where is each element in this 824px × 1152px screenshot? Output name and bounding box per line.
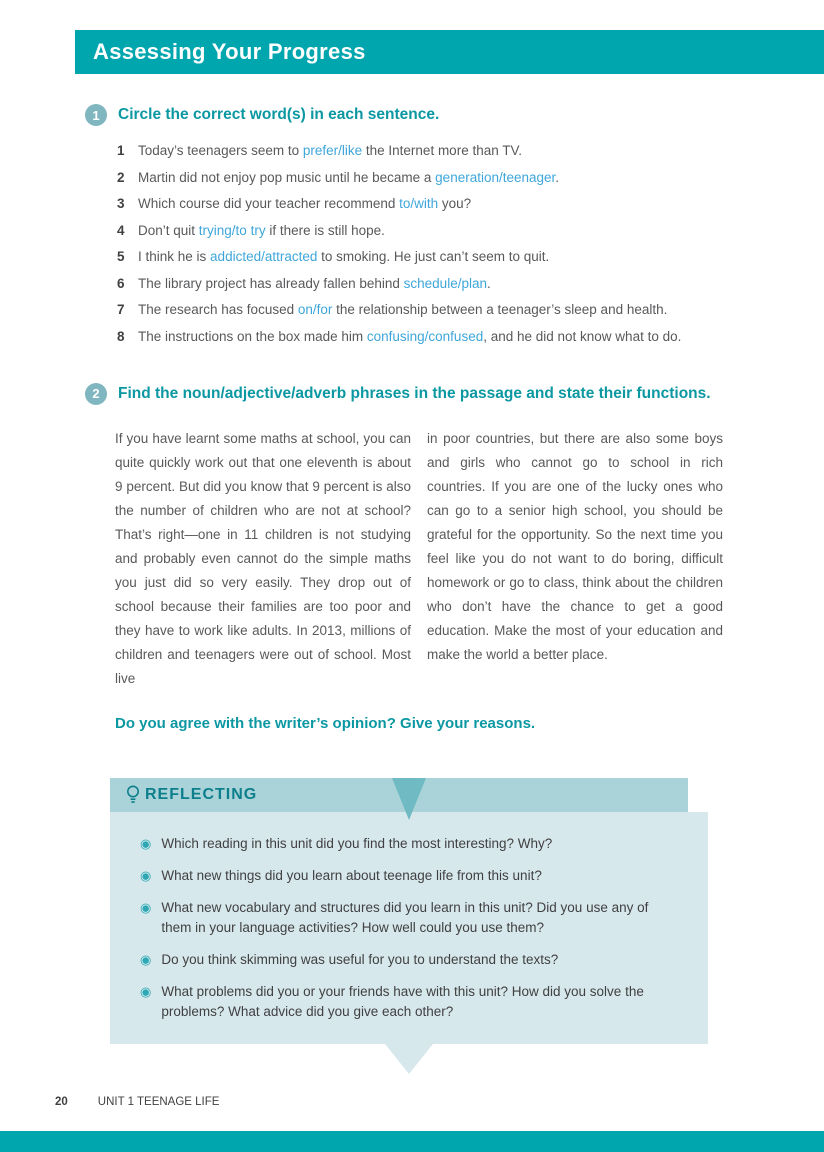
reflecting-item <box>140 898 682 938</box>
sentence-text: The research has focused on/for the relationship between a teenager’s sleep and health. <box>138 302 668 317</box>
choice-words: generation/teenager <box>435 169 556 185</box>
choice-words: on/for <box>297 302 333 317</box>
bullet-icon: ◉ <box>140 835 152 851</box>
page-number: 20 <box>55 1096 68 1108</box>
sentence-item <box>117 328 745 345</box>
reflecting-item <box>140 982 682 1022</box>
reflecting-list <box>110 812 708 1044</box>
reflecting-text: What problems did you or your friends have with this unit? How did you solve the problems? What advice did you give each other? <box>161 983 644 1019</box>
reflecting-text: Do you think skimming was useful for you to understand the texts? <box>161 951 559 967</box>
title-bar <box>75 30 824 74</box>
bullet-icon: ◉ <box>140 867 152 883</box>
bullet-icon: ◉ <box>140 983 152 999</box>
reflecting-text: Which reading in this unit did you find the most interesting? Why? <box>161 835 553 851</box>
unit-label: UNIT 1 TEENAGE LIFE <box>97 1096 220 1108</box>
reflecting-item <box>140 950 682 970</box>
section-2-title: Find the noun/adjective/adverb phrases in the passage and state their functions. <box>118 384 711 402</box>
sentence-number: 7 <box>117 302 125 317</box>
sentence-text: I think he is addicted/attracted to smoking. He just can’t seem to quit. <box>138 249 550 264</box>
sentence-number: 5 <box>117 249 125 264</box>
sentence-item <box>117 301 745 318</box>
reflecting-item <box>140 866 682 886</box>
section-2-header <box>85 383 745 405</box>
sentence-text: Today’s teenagers seem to prefer/like the Internet more than TV. <box>138 143 522 158</box>
section-number-badge: 1 <box>85 104 107 126</box>
book-spine-decoration <box>392 778 426 820</box>
sentence-list <box>117 142 745 345</box>
sentence-item <box>117 169 745 186</box>
sentence-number: 8 <box>117 328 125 344</box>
sentence-item <box>117 195 745 212</box>
passage-column-right: in poor countries, but there are also some boys and girls who cannot go to school in rich countries. If you are one of the lucky ones who can go to a senior high school, you should be grateful for the opportunity. So the next time you feel like you do not want to do boring, difficult homework or go to class, think about the children who don’t have the chance to get a good education. Make the most of your education and make the world a better place. <box>427 430 723 662</box>
discussion-question: Do you agree with the writer’s opinion? Give your reasons. <box>115 714 536 732</box>
sentence-number: 6 <box>117 275 125 291</box>
sentence-item <box>117 248 745 265</box>
reading-passage <box>115 427 745 691</box>
passage-column-left: If you have learnt some maths at school, you can quite quickly work out that one eleventh is about 9 percent. But did you know that 9 percent is also the number of children who are not at school? That’s right—one in 11 children is not studying and probably even cannot do the simple maths you just did so very easily. They drop out of school because their families are too poor and they have to work like adults. In 2013, millions of children and teenagers were out of school. Most live <box>115 430 411 686</box>
sentence-item <box>117 222 745 239</box>
choice-words: confusing/confused <box>366 328 484 344</box>
sentence-text: Martin did not enjoy pop music until he became a generation/teenager. <box>138 169 560 185</box>
sentence-text: Don’t quit trying/to try if there is still hope. <box>138 222 385 238</box>
bullet-icon: ◉ <box>140 951 152 967</box>
sentence-number: 1 <box>117 143 125 158</box>
sentence-number: 4 <box>117 222 125 238</box>
reflecting-item <box>140 834 682 854</box>
bullet-icon: ◉ <box>140 899 152 915</box>
bottom-color-bar <box>0 1131 824 1152</box>
sentence-item <box>117 142 745 159</box>
sentence-number: 3 <box>117 196 125 211</box>
page-title: Assessing Your Progress <box>93 39 366 64</box>
reflecting-title: REFLECTING <box>145 785 258 803</box>
choice-words: trying/to try <box>198 222 266 238</box>
sentence-text: The instructions on the box made him confusing/confused, and he did not know what to do. <box>138 328 682 344</box>
choice-words: schedule/plan <box>403 275 487 291</box>
sentence-text: Which course did your teacher recommend to/with you? <box>138 196 472 211</box>
choice-words: addicted/attracted <box>210 249 318 264</box>
reflecting-text: What new vocabulary and structures did you learn in this unit? Did you use any of them in your language activities? How well could you use them? <box>161 899 649 935</box>
section-1-header <box>85 104 745 126</box>
book-tail-decoration <box>385 1044 433 1074</box>
choice-words: to/with <box>399 196 439 211</box>
choice-words: prefer/like <box>302 143 363 158</box>
reflecting-box <box>110 778 708 1074</box>
reflecting-text: What new things did you learn about teenage life from this unit? <box>161 867 542 883</box>
section-1-title: Circle the correct word(s) in each sentence. <box>118 106 440 123</box>
lightbulb-icon <box>126 784 140 805</box>
page-content <box>85 74 745 1074</box>
sentence-item <box>117 275 745 292</box>
section-number-badge: 2 <box>85 383 107 405</box>
sentence-number: 2 <box>117 169 125 185</box>
page-footer <box>55 1096 219 1108</box>
sentence-text: The library project has already fallen behind schedule/plan. <box>138 275 491 291</box>
